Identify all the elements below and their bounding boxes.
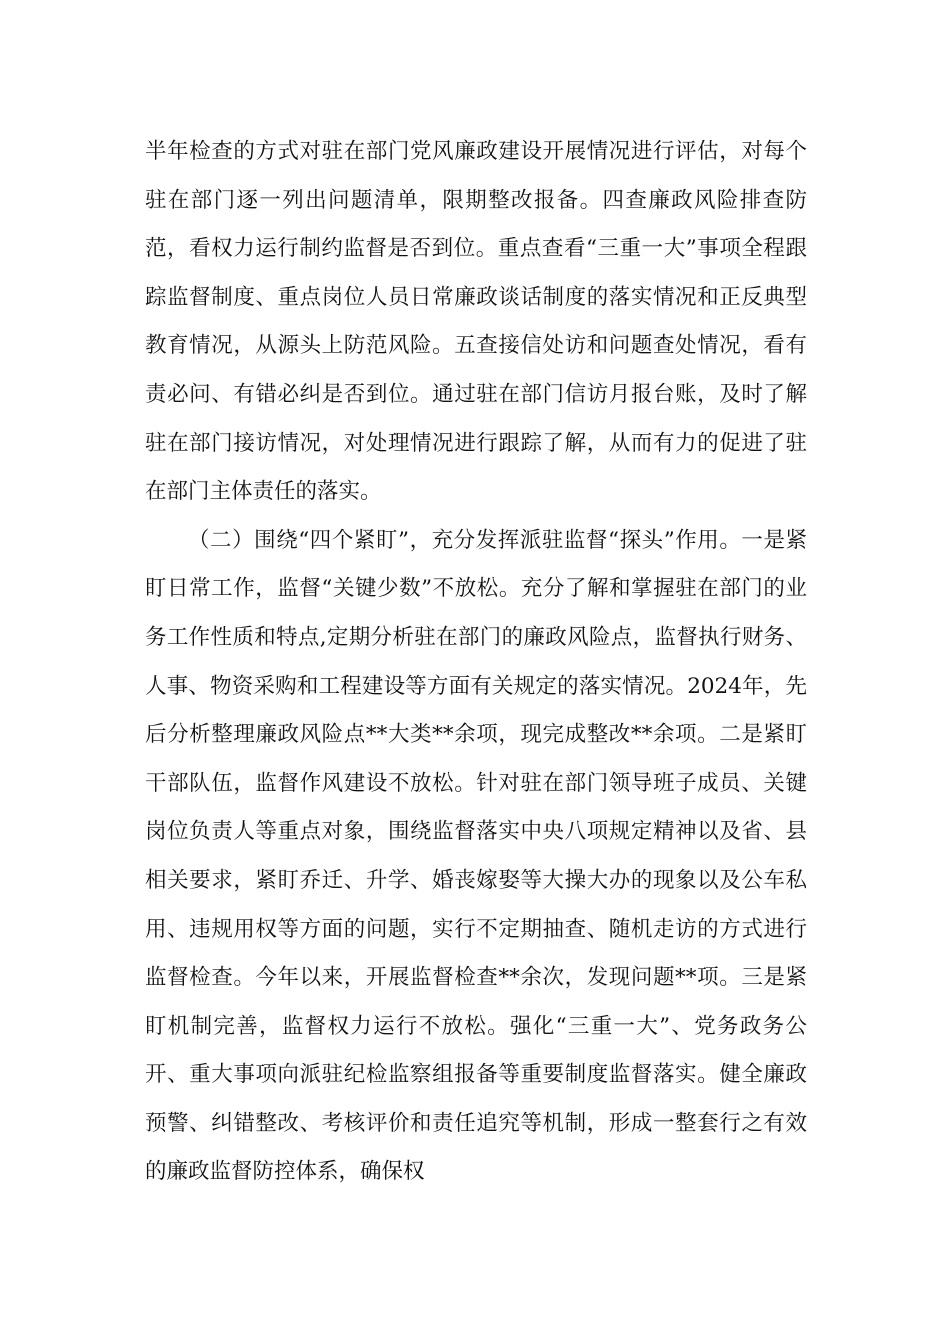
paragraph-continuation: 半年检查的方式对驻在部门党风廉政建设开展情况进行评估，对每个驻在部门逐一列出问题清单，限期整改报备。四查廉政风险排查防范，看权力运行制约监督是否到位。重点查看“三重一大”事项全程跟踪监督制度、重点岗位人员日常廉政谈话制度的落实情况和正反典型教育情况，从源头上防范风险。五查接信处访和问题查处情况，看有责必问、有错必纠是否到位。通过驻在部门信访月报台账，及时了解驻在部门接访情况，对处理情况进行跟踪了解，从而有力的促进了驻在部门主体责任的落实。 [145, 139, 807, 505]
paragraph-section-two: （二）围绕“四个紧盯”，充分发挥派驻监督“探头”作用。一是紧盯日常工作，监督“关键少数”不放松。充分了解和掌握驻在部门的业务工作性质和特点,定期分析驻在部门的廉政风险点，监督执行财务、人事、物资采购和工程建设等方面有关规定的落实情况。2024年，先后分析整理廉政风险点**大类**余项，现完成整改**余项。二是紧盯干部队伍，监督作风建设不放松。针对驻在部门领导班子成员、关键岗位负责人等重点对象，围绕监督落实中央八项规定精神以及省、县相关要求，紧盯乔迁、升学、婚丧嫁娶等大操大办的现象以及公车私用、违规用权等方面的问题，实行不定期抽查、随机走访的方式进行监督检查。今年以来，开展监督检查**余次，发现问题**项。三是紧盯机制完善，监督权力运行不放松。强化“三重一大”、党务政务公开、重大事项向派驻纪检监察组报备等重要制度监督落实。健全廉政预警、纠错整改、考核评价和责任追究等机制，形成一整套行之有效的廉政监督防控体系，确保权 [145, 527, 807, 1185]
document-body [145, 128, 807, 1197]
